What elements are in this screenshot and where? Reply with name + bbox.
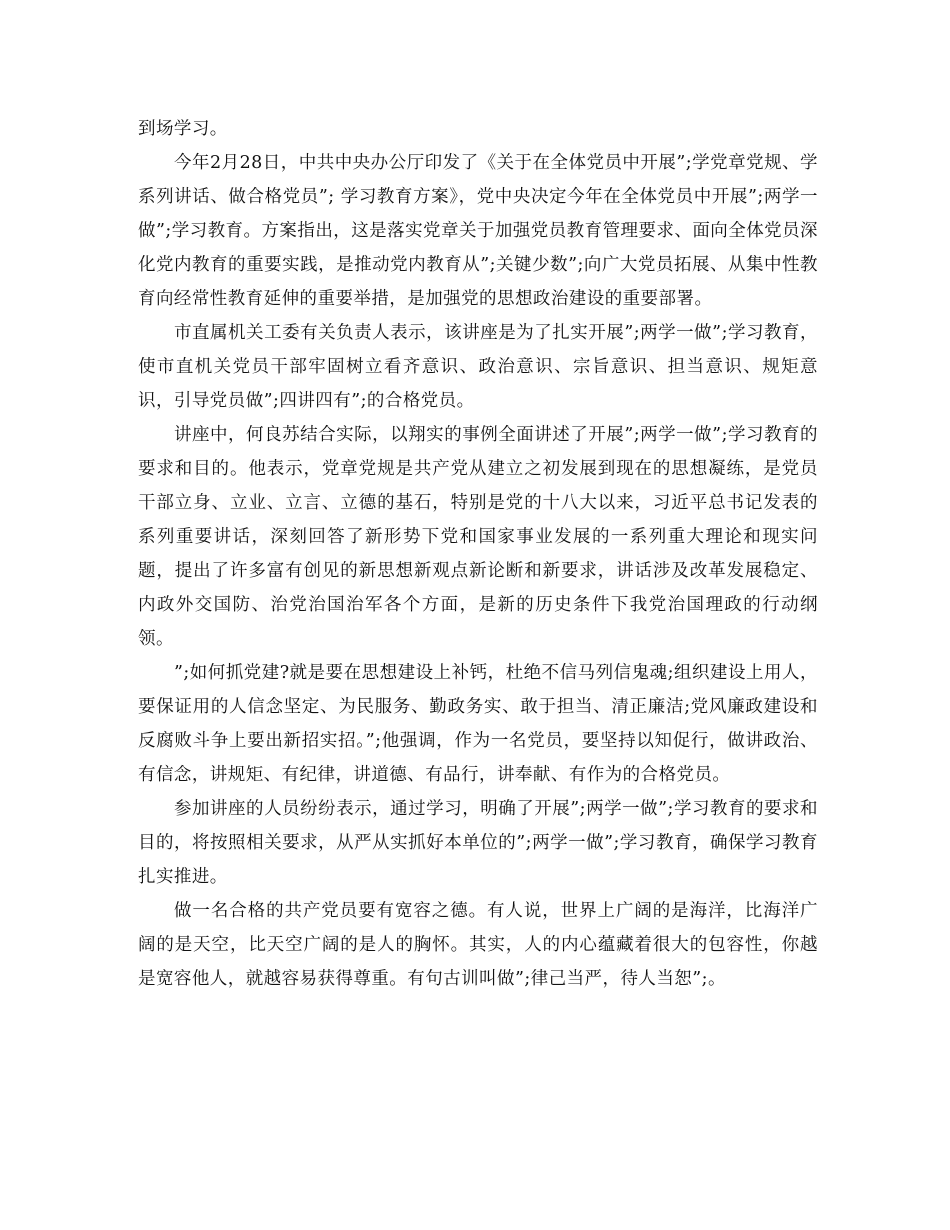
paragraph-participants: 参加讲座的人员纷纷表示，通过学习，明确了开展”;两学一做”;学习教育的要求和目的，将按照相关要求，从严从实抓好本单位的”;两学一做”;学习教育，确保学习教育扎实推进。 <box>138 799 818 887</box>
paragraph-work-committee: 市直属机关工委有关负责人表示，该讲座是为了扎实开展”;两学一做”;学习教育，使市直机关党员干部牢固树立看齐意识、政治意识、宗旨意识、担当意识、规矩意识，引导党员做”;四讲四有”;的合格党员。 <box>138 323 818 411</box>
paragraph-party-building: ”;如何抓党建?就是要在思想建设上补钙，杜绝不信马列信鬼魂;组织建设上用人，要保证用的人信念坚定、为民服务、勤政务实、敢于担当、清正廉洁;党风廉政建设和反腐败斗争上要出新招实招。”;他强调，作为一名党员，要坚持以知促行，做讲政治、有信念，讲规矩、有纪律，讲道德、有品行，讲奉献、有作为的合格党员。 <box>138 663 818 785</box>
paragraph-central-notice: 今年2月28日，中共中央办公厅印发了《关于在全体党员中开展”;学党章党规、学系列讲话、做合格党员”; 学习教育方案》，党中央决定今年在全体党员中开展”;两学一做”;学习教育。方案指出，这是落实党章关于加强党员教育管理要求、面向全体党员深化党内教育的重要实践，是推动党内教育从”;关键少数”;向广大党员拓展、从集中性教育向经常性教育延伸的重要举措，是加强党的思想政治建设的重要部署。 <box>138 153 818 309</box>
paragraph-tolerance: 做一名合格的共产党员要有宽容之德。有人说，世界上广阔的是海洋，比海洋广阔的是天空，比天空广阔的是人的胸怀。其实，人的内心蕴藏着很大的包容性，你越是宽容他人，就越容易获得尊重。有句古训叫做”;律己当严，待人当恕”;。 <box>138 901 818 989</box>
document-body <box>138 112 818 996</box>
paragraph-continuation: 到场学习。 <box>138 119 228 139</box>
paragraph-lecture-content: 讲座中，何良苏结合实际，以翔实的事例全面讲述了开展”;两学一做”;学习教育的要求和目的。他表示，党章党规是共产党从建立之初发展到现在的思想凝练，是党员干部立身、立业、立言、立德的基石，特别是党的十八大以来，习近平总书记发表的系列重要讲话，深刻回答了新形势下党和国家事业发展的一系列重大理论和现实问题，提出了许多富有创见的新思想新观点新论断和新要求，讲话涉及改革发展稳定、内政外交国防、治党治国治军各个方面，是新的历史条件下我党治国理政的行动纲领。 <box>138 425 818 649</box>
